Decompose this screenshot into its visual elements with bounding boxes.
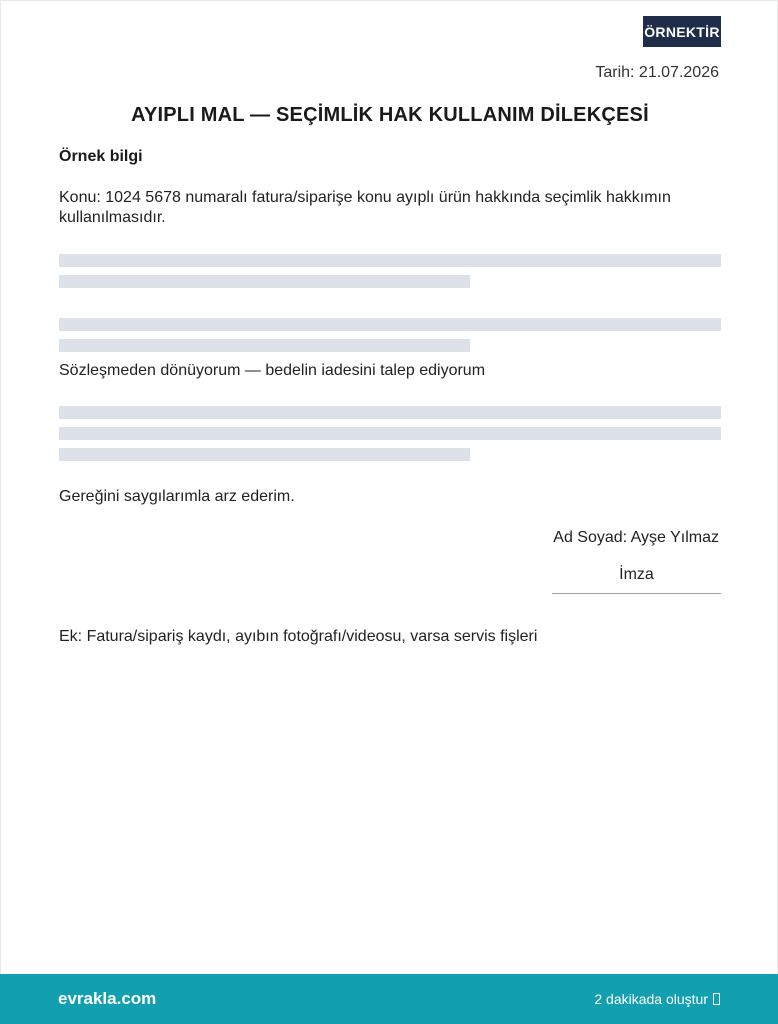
attachments-text: Ek: Fatura/sipariş kaydı, ayıbın fotoğrafı/videosu, varsa servis fişleri [59, 628, 538, 645]
selected-option-text: Sözleşmeden dönüyorum — bedelin iadesini talep ediyorum [59, 362, 486, 379]
placeholder-line [59, 427, 721, 440]
sample-badge: ÖRNEKTİR [643, 16, 721, 47]
placeholder-line [59, 339, 470, 352]
brand-link[interactable]: evrakla.com [58, 989, 157, 1008]
document-title: AYIPLI MAL — SEÇİMLİK HAK KULLANIM DİLEKÇESİ [131, 104, 649, 126]
placeholder-line [59, 406, 721, 419]
signer-name: Ad Soyad: Ayşe Yılmaz [553, 529, 719, 546]
create-link-label: 2 dakikada oluştur [594, 991, 708, 1007]
create-link[interactable] [594, 991, 720, 1007]
box-icon [713, 993, 720, 1005]
subject-text: Konu: 1024 5678 numaralı fatura/siparişe konu ayıplı ürün hakkında seçimlik hakkımın kullanılmasıdır. [59, 189, 671, 226]
closing-text: Gereğini saygılarımla arz ederim. [59, 488, 295, 505]
signature-line [552, 593, 721, 594]
section-label: Örnek bilgi [59, 148, 143, 165]
placeholder-line [59, 254, 721, 267]
footer-bar [0, 974, 778, 1024]
placeholder-line [59, 275, 470, 288]
placeholder-line [59, 318, 721, 331]
document-date: Tarih: 21.07.2026 [595, 64, 719, 81]
signature-label: İmza [619, 566, 654, 583]
placeholder-line [59, 448, 470, 461]
